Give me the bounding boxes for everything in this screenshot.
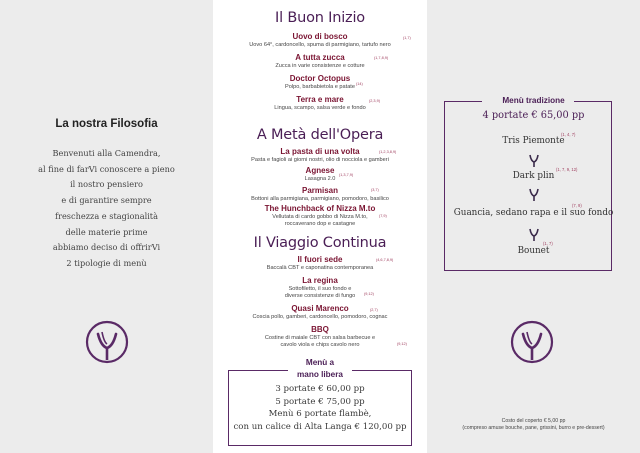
dish-name: The Hunchback of Nizza M.to <box>264 204 376 213</box>
section-title: A Metà dell'Opera <box>256 127 384 143</box>
allergen-codes: (7,9) <box>379 214 387 218</box>
dish-desc: Costine di maiale CBT con salsa barbecue e <box>264 334 376 341</box>
allergen-codes: (1,7) <box>403 36 411 40</box>
allergen-codes: (1,7,8,9) <box>374 56 389 60</box>
allergen-codes: (1,3,7,9) <box>339 173 354 177</box>
allergen-codes: (2,3,9) <box>369 99 380 103</box>
philosophy-line: il nostro pensiero <box>70 179 143 190</box>
dish-desc: Uovo 64°, cardoncello, spuma di parmigiano, tartufo nero <box>249 41 391 48</box>
price-line: 5 portate € 75,00 pp <box>275 396 365 407</box>
dish-desc: diverse consistenze di fungo <box>284 292 356 299</box>
dish-item <box>213 186 427 203</box>
dish-name: Terra e mare <box>296 95 344 104</box>
tradizione-price: 4 portate € 65,00 pp <box>482 110 585 121</box>
allergen-codes: (1, 7) <box>543 241 553 246</box>
frame-top-right <box>352 370 412 371</box>
dish-desc: Bottoni alla parmigiana, parmigiano, pomodoro, basilico <box>251 195 389 202</box>
allergen-codes: (4,6,7,8,9) <box>376 258 394 262</box>
allergen-codes: (9,12) <box>397 342 407 346</box>
tradizione-title: Menù tradizione <box>502 96 565 105</box>
dish-desc: Sottofiletto, il suo fondo e <box>288 285 352 292</box>
tradizione-dish: Guancia, sedano rapa e il suo fondo <box>453 208 614 218</box>
dish-desc: Coscia pollo, gamberi, cardoncello, pomodoro, cognac <box>252 313 388 320</box>
dish-desc: Lasagna 2.0 <box>304 175 336 182</box>
philosophy-line: delle materie prime <box>65 226 148 237</box>
tradizione-dish: Dark plin <box>512 171 555 181</box>
price-line: Menù 6 portate flambè, <box>268 409 372 420</box>
philosophy-line: Benvenuti alla Camendra, <box>52 148 161 158</box>
fork-separator-icon <box>528 153 540 172</box>
dish-item <box>213 95 427 112</box>
dish-item <box>213 325 427 349</box>
dish-item <box>213 166 427 183</box>
allergen-codes: (3,7) <box>371 188 379 192</box>
mano-libera-title-line: Menù a <box>305 358 335 367</box>
allergen-codes: (2,7) <box>370 308 378 312</box>
allergen-codes: (7, 9) <box>572 203 582 208</box>
dish-desc: Pasta e fagioli ai giorni nostri, olio di nocciola e gamberi <box>251 156 389 163</box>
philosophy-line: al fine di farVi conoscere a pieno <box>38 163 175 174</box>
dish-name: Doctor Octopus <box>289 74 351 83</box>
allergen-codes: (9,12) <box>364 292 374 296</box>
camendra-logo-icon <box>508 318 556 366</box>
philosophy-line: freschezza e stagionalità <box>55 210 158 221</box>
philosophy-line: e di garantire sempre <box>61 195 152 206</box>
fork-separator-icon <box>528 187 540 206</box>
dish-name: Parmisan <box>301 186 339 195</box>
cover-charge-line: (compreso amuse bouche, pane, grissini, burro e pre-dessert) <box>462 425 605 431</box>
allergen-codes: (14) <box>356 82 363 86</box>
tradizione-dish: Tris Piemonte <box>502 136 565 146</box>
dish-item <box>213 32 427 49</box>
dish-name: Il fuori sede <box>297 255 343 264</box>
dish-desc: Zucca in varie consistenze e cotture <box>275 62 365 69</box>
section-title: Il Buon Inizio <box>275 10 365 26</box>
dish-name: La pasta di una volta <box>280 147 360 156</box>
mano-libera-title-line: mano libera <box>297 370 343 379</box>
dish-desc: Baccalà CBT e caponatina contemporanea <box>266 264 374 271</box>
cover-charge-note <box>427 418 640 432</box>
camendra-logo-icon <box>83 318 131 366</box>
mano-libera-prices <box>213 383 427 433</box>
dish-name: Uovo di bosco <box>292 32 348 41</box>
dish-item <box>213 276 427 300</box>
philosophy-title: La nostra Filosofia <box>55 118 158 130</box>
dish-item <box>213 204 427 228</box>
dish-name: Agnese <box>305 166 335 175</box>
frame-top-left <box>228 370 288 371</box>
dish-desc: Polpo, barbabietola e patate <box>285 83 355 90</box>
dish-name: La regina <box>302 276 338 285</box>
section-title: Il Viaggio Continua <box>253 235 387 251</box>
allergen-codes: (1, 4, 7) <box>561 132 576 137</box>
philosophy-text <box>0 146 213 272</box>
dish-item <box>213 255 427 272</box>
price-line: con un calice di Alta Langa € 120,00 pp <box>233 421 407 432</box>
dish-name: Quasi Marenco <box>291 304 349 313</box>
dish-name: BBQ <box>311 325 329 334</box>
philosophy-line: 2 tipologie di menù <box>66 257 147 268</box>
dish-item <box>213 304 427 321</box>
cover-charge-line: Costo del coperto € 5,00 pp <box>501 418 566 424</box>
allergen-codes: (1, 7, 9, 12) <box>556 167 578 172</box>
dish-desc: roccaverano dop e castagne <box>284 220 356 227</box>
philosophy-line: abbiamo deciso di offrirVi <box>52 242 161 253</box>
dish-item <box>213 74 427 91</box>
dish-desc: Vellutata di cardo gobbo di Nizza M.to, <box>272 213 368 220</box>
tradizione-dish: Bounet <box>517 246 550 256</box>
dish-desc: cavolo viola e chips cavolo nero <box>280 341 360 348</box>
allergen-codes: (1,2,3,8,9) <box>379 150 397 154</box>
dish-item <box>213 53 427 70</box>
price-line: 3 portate € 60,00 pp <box>275 384 365 394</box>
dish-name: A tutta zucca <box>295 53 345 62</box>
fork-separator-icon <box>528 227 540 246</box>
dish-desc: Lingua, scampo, salsa verde e fondo <box>274 104 366 111</box>
